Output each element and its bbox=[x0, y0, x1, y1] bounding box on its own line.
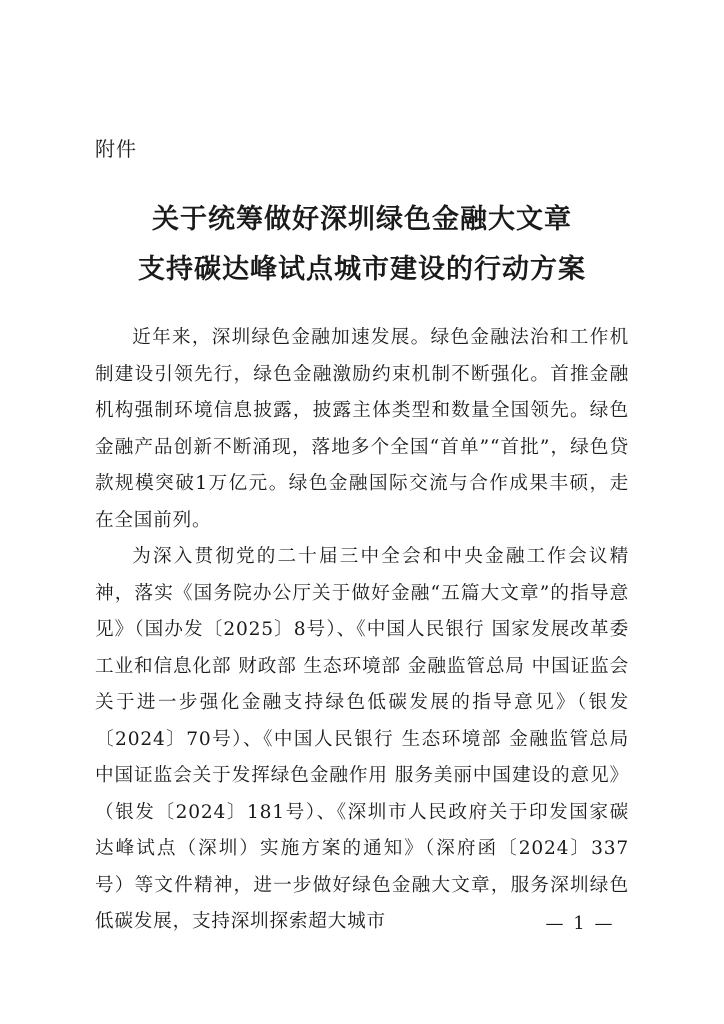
attachment-label: 附件 bbox=[95, 137, 137, 161]
body-paragraph: 近年来，深圳绿色金融加速发展。绿色金融法治和工作机制建设引领先行，绿色金融激励约束机制不断强化。首推金融机构强制环境信息披露，披露主体类型和数量全国领先。绿色金融产品创新不断涌现，落地多个全国“首单”“首批”，绿色贷款规模突破1万亿元。绿色金融国际交流与合作成果丰硕，走在全国前列。 bbox=[95, 327, 629, 531]
body-paragraph: 为深入贯彻党的二十届三中全会和中央金融工作会议精神，落实《国务院办公厅关于做好金融“五篇大文章”的指导意见》（国办发〔2025〕8号）、《中国人民银行 国家发展改革委 工业和信息化部 财政部 生态环境部 金融监管总局 中国证监会关于进一步强化金融支持绿色低碳发展的指导意见》（银发〔2024〕70号）、《中国人民银行 生态环境部 金融监管总局 中国证监会关于发挥绿色金融作用 服务美丽中国建设的意见》（银发〔2024〕181号）、《深圳市人民政府关于印发国家碳达峰试点（深圳）实施方案的通知》（深府函〔2024〕337号）等文件精神，进一步做好绿色金融大文章，服务深圳绿色低碳发展，支持深圳探索超大城市 bbox=[95, 546, 629, 932]
page-number: — 1 — bbox=[545, 913, 615, 934]
document-title-line-2: 支持碳达峰试点城市建设的行动方案 bbox=[138, 254, 586, 285]
document-title-line-1: 关于统筹做好深圳绿色金融大文章 bbox=[152, 204, 572, 235]
document-body bbox=[95, 320, 629, 941]
